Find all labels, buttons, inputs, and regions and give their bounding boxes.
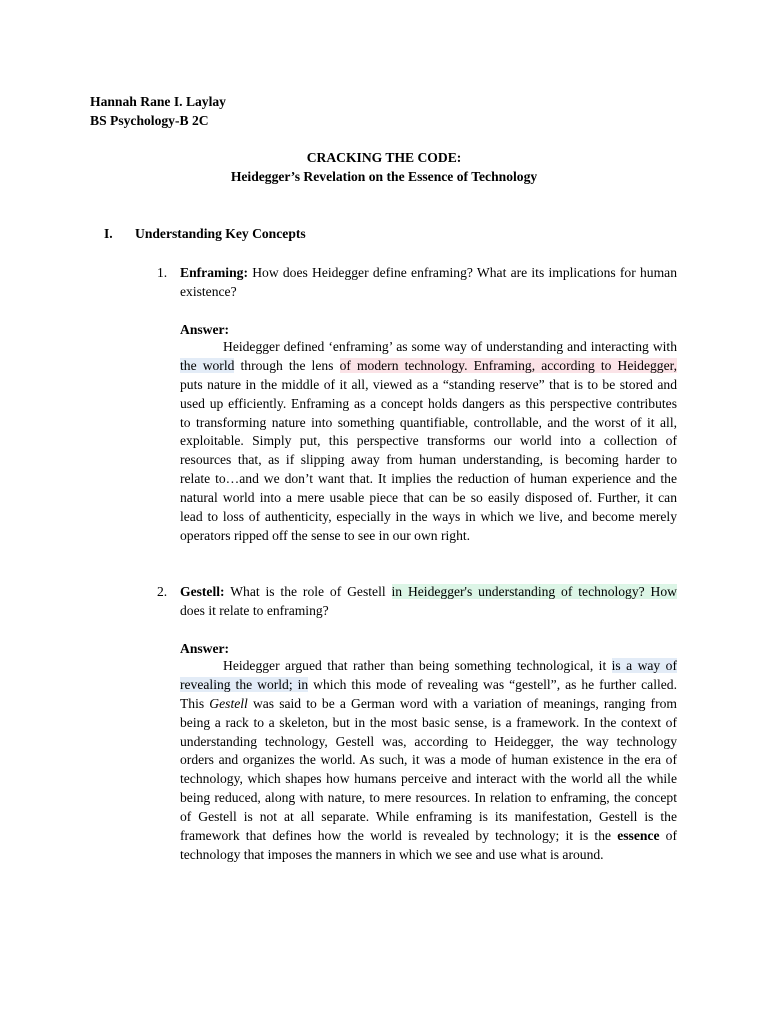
question-2-line-1: What is the role of Gestell <box>230 584 386 599</box>
answer-2-body <box>180 657 677 865</box>
section-number: I. <box>104 226 113 241</box>
answer-1-label: Answer: <box>180 322 230 337</box>
question-1-line-1: How does Heidegger define enframing? What are its implications for human <box>252 265 677 280</box>
answer-2-line: understanding technology, Gestell was, according to Heidegger, the way technology <box>180 733 677 749</box>
answer-2-line: being reduced, along with nature, to mere resources. In relation to enframing, the concept <box>180 790 677 806</box>
bold-term: essence <box>617 828 660 844</box>
highlight-blue: the world <box>180 357 235 373</box>
answer-2-line: being a rack to a skeleton, but in the most basic sense, is a framework. In the context of <box>180 714 677 730</box>
answer-1-line: natural world into a mere usable piece that can be so easily disposed of. Further, it can <box>180 490 677 506</box>
italic-term: Gestell <box>209 695 248 711</box>
question-1-term: Enframing: <box>180 265 248 280</box>
answer-2-line: revealing the world; in which this mode of revealing was “gestell”, as he further called. <box>180 676 677 692</box>
answer-2-line: Heidegger argued that rather than being something technological, it is a way of <box>223 658 677 673</box>
answer-1-line: lead to loss of authenticity, especially in the ways in which we live, and become merely <box>180 509 677 525</box>
answer-1-line: resources that, as if slipping away from human understanding, is becoming harder to <box>180 452 677 468</box>
question-1-text <box>180 263 677 301</box>
answer-1-line: operators ripped off the sense to see in our own right. <box>180 527 471 543</box>
answer-2-label: Answer: <box>180 641 230 656</box>
answer-2-line: framework that defines how the world is revealed by technology; it is the essence of <box>180 828 677 844</box>
answer-1-line: exploitable. Simply put, this perspective transforms our world into a collection of <box>180 433 677 449</box>
answer-1-line: puts nature in the middle of it all, viewed as a “standing reserve” that is to be stored and <box>180 376 677 392</box>
answer-2-line: This Gestell was said to be a German word with a variation of meanings, ranging from <box>180 695 677 711</box>
question-1-number: 1. <box>157 265 168 280</box>
course-section: BS Psychology-B 2C <box>90 113 209 128</box>
answer-2-line: technology, which shapes how humans perceive and interact with the world all the while <box>180 771 677 787</box>
title-line-1: CRACKING THE CODE: <box>306 150 462 165</box>
answer-2-line: of Gestell is not at all separate. While enframing is its manifestation, Gestell is the <box>180 809 677 825</box>
answer-2-line: technology that imposes the manners in which we see and use what is around. <box>180 846 604 862</box>
answer-1-line: the world through the lens of modern technology. Enframing, according to Heidegger, <box>180 357 677 373</box>
answer-1-line: used up efficiently. Enframing as a concept holds dangers as this perspective contributes <box>180 395 677 411</box>
highlight-pink: of modern technology. Enframing, according to Heidegger, <box>339 357 677 373</box>
highlight-blue: is a way of <box>611 658 677 673</box>
section-heading: Understanding Key Concepts <box>135 226 306 241</box>
question-2-term: Gestell: <box>180 584 225 599</box>
author-name: Hannah Rane I. Laylay <box>90 94 226 109</box>
answer-1-body <box>180 338 677 546</box>
highlight-green: in Heidegger's understanding of technology? How <box>391 584 677 599</box>
answer-2-line: orders and organizes the world. As such, it was a mode of human existence in the era of <box>180 752 677 768</box>
answer-1-line: Heidegger defined ‘enframing’ as some way of understanding and interacting with <box>223 339 677 354</box>
question-2-number: 2. <box>157 584 168 599</box>
answer-1-line: to transforming nature into something quantifiable, controllable, and the worst of it all, <box>180 414 677 430</box>
question-2-line-2: does it relate to enframing? <box>180 603 329 618</box>
title-line-2: Heidegger’s Revelation on the Essence of Technology <box>230 169 538 184</box>
question-2-text <box>180 582 677 620</box>
answer-1-line: relate to…and we don’t want that. It implies the reduction of human experience and the <box>180 471 677 487</box>
highlight-blue: revealing the world; in <box>180 676 309 692</box>
question-1-line-2: existence? <box>180 284 237 299</box>
